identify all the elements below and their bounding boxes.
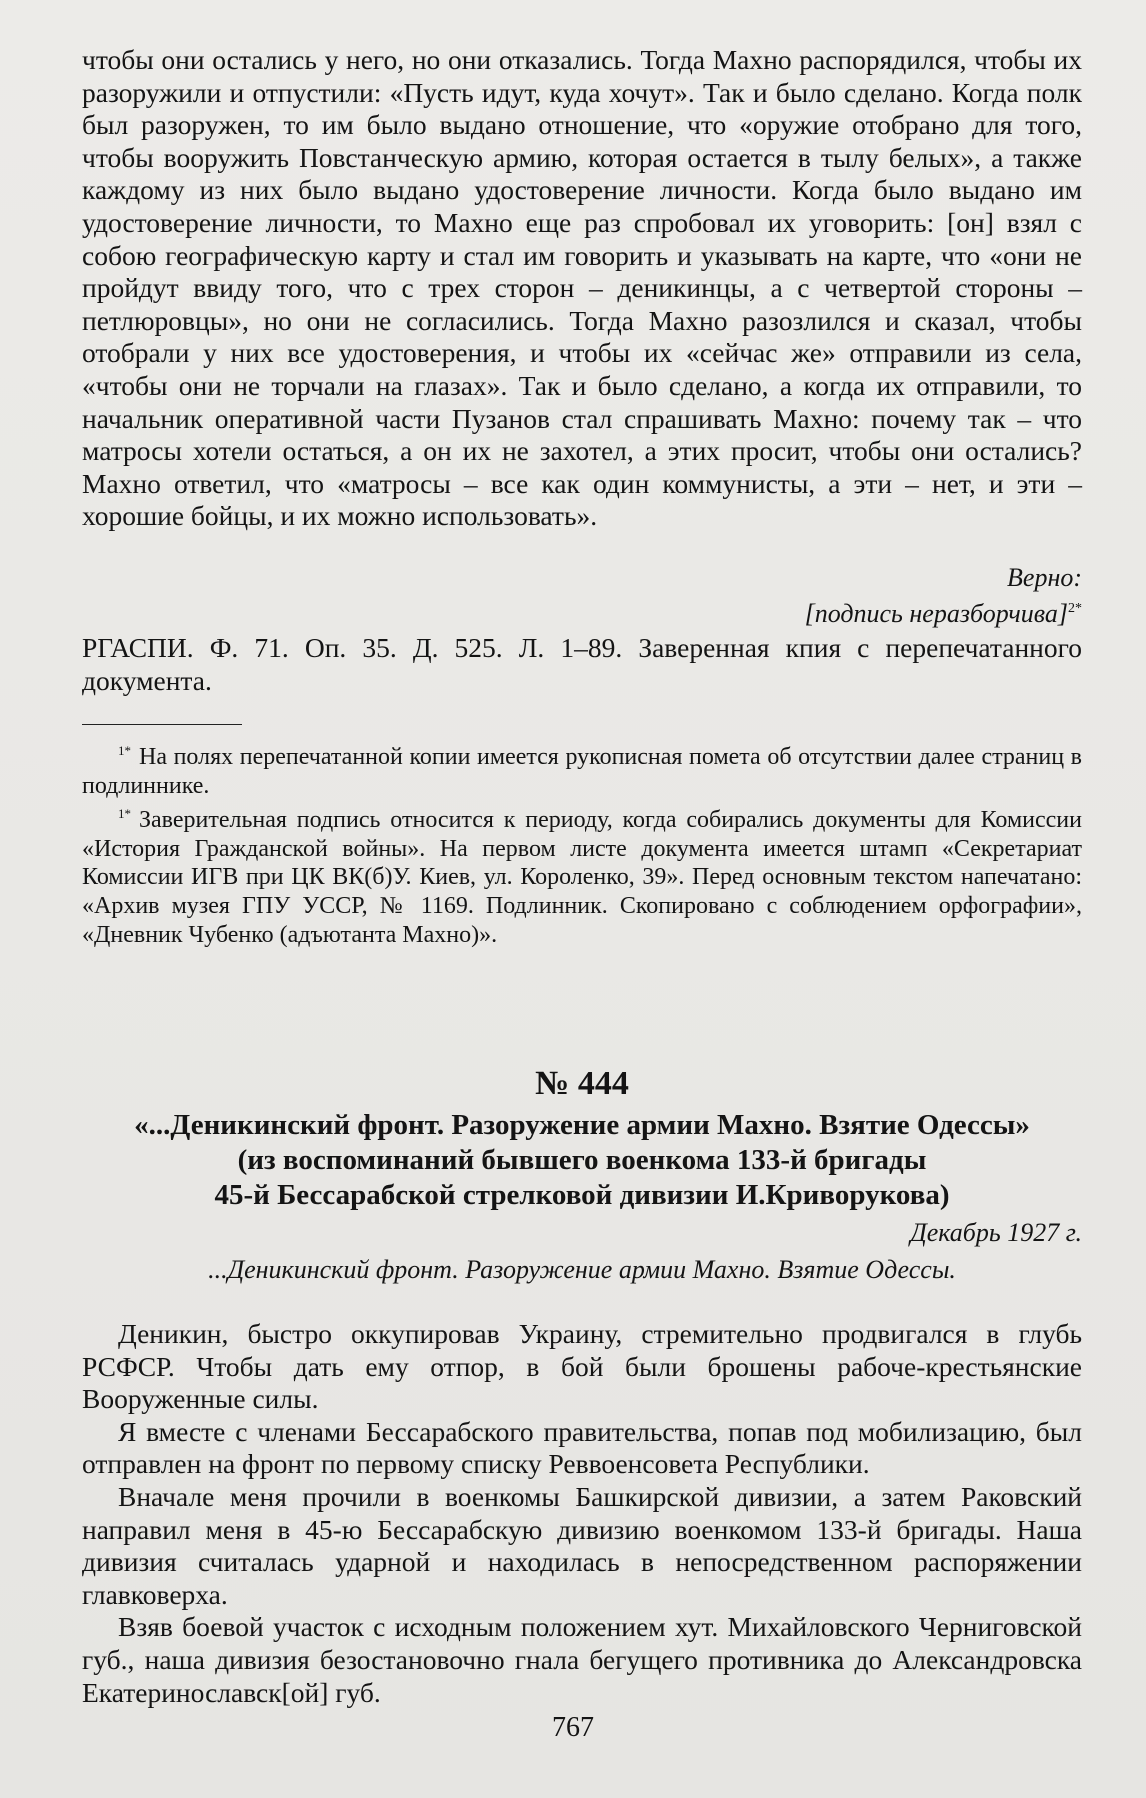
paragraph: чтобы они остались у него, но они отказались. Тогда Махно распорядился, чтобы их разоружили и отпустили: «Пусть идут, куда хочут». Так и было сделано. Когда полк был разоружен, то им было выдано отношение, что «оружие отобрано для того, чтобы вооружить Повстанческую армию, которая остается в тылу белых», а также каждому из них было выдано удостоверение личности. Когда было выдано им удостоверение личности, то Махно еще раз спробовал их уговорить: [он] взял с собою географическую карту и стал им говорить и указывать на карте, что «они не пройдут ввиду того, что с трех сторон – деникинцы, а с четвертой стороны – петлюровцы», но они не согласились. Тогда Махно разозлился и сказал, чтобы отобрали у них все удостоверения, и чтобы их «сейчас же» отправили из села, «чтобы они не торчали на глазах». Так и было сделано, а когда их отправили, то начальник оперативной части Пузанов стал спрашивать Махно: почему так – что матросы хотели остаться, а он их не захотел, а этих просит, чтобы они остались? Махно ответил, что «матросы – все как один коммунисты, а эти – нет, и эти – хорошие бойцы, и их можно использовать». — [82, 44, 1082, 532]
document-number: № 444 — [535, 1065, 629, 1102]
footnote-mark: 2* — [1068, 601, 1082, 616]
signature-note: [подпись неразборчива]$^{2*}$ — [804, 599, 1082, 628]
title-line: 45-й Бессарабской стрелковой дивизии И.Криворукова) — [214, 1179, 950, 1211]
paragraph: Деникин, быстро оккупировав Украину, стремительно продвигался в глубь РСФСР. Чтобы дать ему отпор, в бой были брошены рабоче-крестьянские Вооруженные силы. — [82, 1318, 1082, 1415]
footnote: $^{1*}$ На полях перепечатанной копии имеется рукописная помета об отсутствии далее страниц в подлиннике. — [82, 743, 1082, 799]
document-title — [82, 1108, 1082, 1213]
document-date: Декабрь 1927 г. — [910, 1218, 1082, 1247]
archive-reference-block — [82, 632, 1082, 697]
signature-block — [82, 562, 1082, 629]
document-body — [82, 1318, 1082, 1709]
body-text — [82, 44, 1082, 533]
page-number: 767 — [552, 1712, 594, 1743]
signature-verno: Верно: — [1007, 563, 1082, 592]
paragraph: Вначале меня прочили в военкомы Башкирской дивизии, а затем Раковский направил меня в 45-ю Бессарабскую дивизию военкомом 133-й бригады. Наша дивизия считалась ударной и находилась в непосредственном распоряжении главковерха. — [82, 1480, 1082, 1610]
document-header — [82, 1064, 1082, 1285]
footnotes — [82, 724, 1082, 949]
footnote-divider — [82, 724, 242, 725]
paragraph: Я вместе с членами Бессарабского правительства, попав под мобилизацию, был отправлен на фронт по первому списку Реввоенсовета Республики. — [82, 1415, 1082, 1480]
archive-reference: РГАСПИ. Ф. 71. Оп. 35. Д. 525. Л. 1–89. Заверенная кпия с перепечатанного документа. — [82, 632, 1082, 696]
paragraph: Взяв боевой участок с исходным положением хут. Михайловского Черниговской губ., наша дивизия безостановочно гнала бегущего противника до Александровска Екатеринославск[ой] губ. — [82, 1611, 1082, 1708]
document-subtitle: ...Деникинский фронт. Разоружение армии Махно. Взятие Одессы. — [208, 1255, 956, 1284]
footnote: $^{1*}$ Заверительная подпись относится к периоду, когда собирались документы для Комиссии «История Гражданской войны». На первом листе документа имеется штамп «Секретариат Комиссии ИГВ при ЦК ВК(б)У. Киев, ул. Короленко, 39». Перед основным текстом напечатано: «Архив музея ГПУ УССР, № 1169. Подлинник. Скопировано с соблюдением орфографии», «Дневник Чубенко (адъютанта Махно)». — [82, 806, 1082, 948]
title-line: «...Деникинский фронт. Разоружение армии Махно. Взятие Одессы» — [134, 1109, 1030, 1141]
title-line: (из воспоминаний бывшего военкома 133-й бригады — [237, 1144, 927, 1176]
